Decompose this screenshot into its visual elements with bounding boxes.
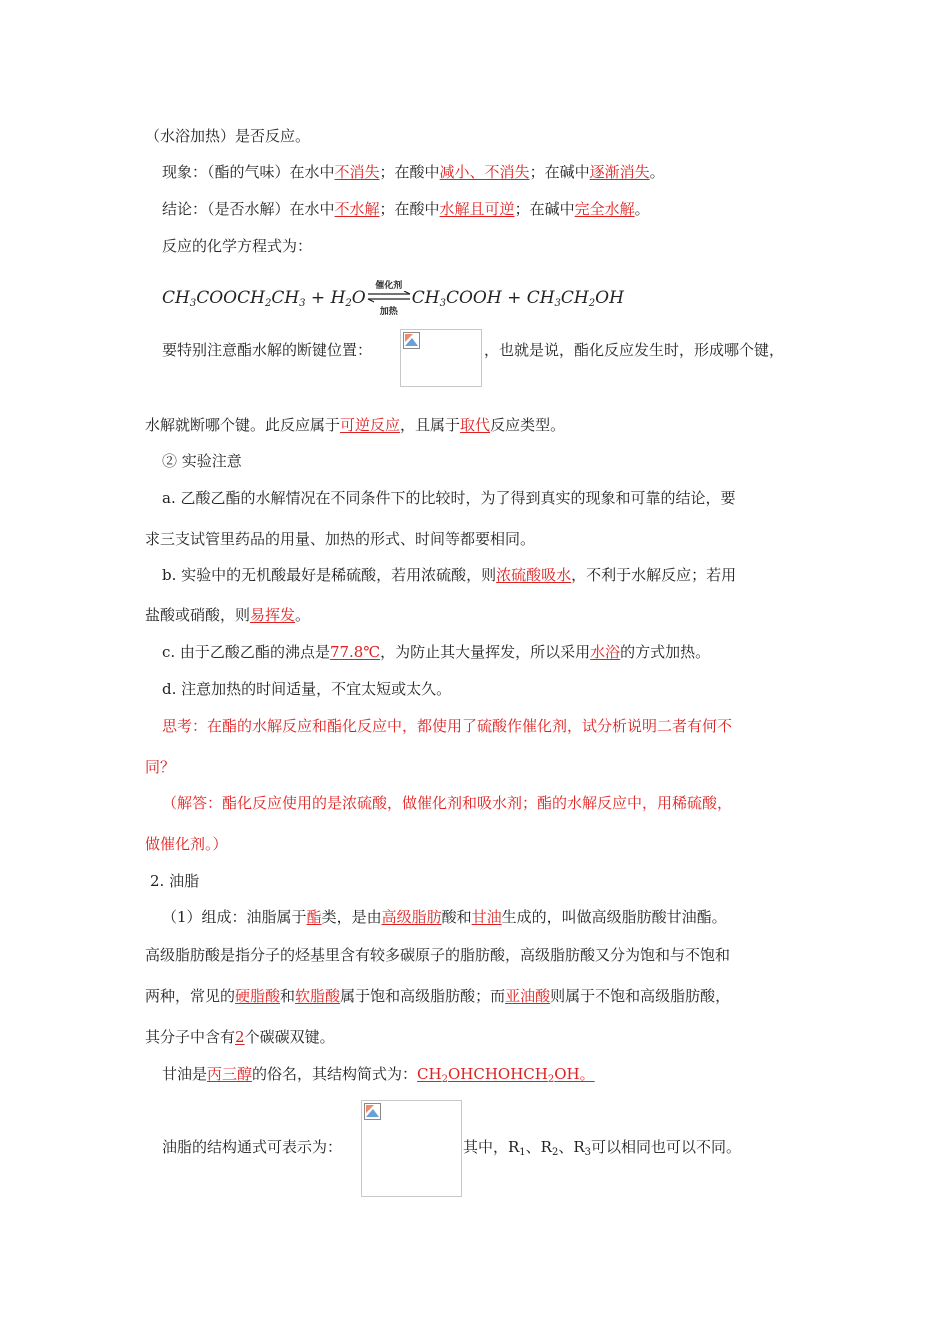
- broken-image-icon: [364, 1103, 381, 1120]
- fat-structure-image: [361, 1100, 462, 1197]
- answer-palmitic: 软脂酸: [295, 987, 341, 1005]
- answer-water-bath: 水浴: [590, 643, 621, 661]
- paragraph-fatty-acid-line2: 两种，常见的硬脂酸和软脂酸属于饱和高级脂肪酸；而亚油酸则属于不饱和高级脂肪酸，: [145, 987, 731, 1005]
- paragraph-general-formula-cont: 其中，$R_1$、$R_2$、$R_3$可以相同也可以不同。: [463, 1138, 742, 1158]
- paragraph-conclusion: 结论：（是否水解）在水中不水解；在酸中水解且可逆；在碱中完全水解。: [162, 200, 650, 218]
- paragraph-phenomenon: 现象：（酯的气味）在水中不消失；在酸中减小、不消失；在碱中逐渐消失。: [162, 163, 665, 181]
- bond-breaking-image: [400, 329, 482, 387]
- paragraph-reaction-type: 水解就断哪个键。此反应属于可逆反应，且属于取代反应类型。: [145, 416, 566, 434]
- note-c: c. 由于乙酸乙酯的沸点是77.8℃，为防止其大量挥发，所以采用水浴的方式加热。: [162, 643, 711, 661]
- equilibrium-arrow-icon: [366, 291, 412, 303]
- paragraph-general-formula: 油脂的结构通式可表示为：: [162, 1138, 343, 1156]
- paragraph-glycerol: 甘油是丙三醇的俗名，其结构简式为：$CH_2OHCHOHCH_2OH$。: [162, 1065, 595, 1085]
- answer-water-conclusion: 不水解: [334, 200, 380, 218]
- answer-glycerol-formula: $CH_2OHCHOHCH_2OH$。: [417, 1065, 595, 1085]
- answer-base-phenomenon: 逐渐消失: [589, 163, 650, 181]
- reversible-arrow: [366, 278, 412, 318]
- thinking-question-line2: 同？: [145, 758, 176, 776]
- heat-label: 加热: [379, 307, 398, 317]
- answer-explanation-line2: 做催化剂。）: [145, 835, 228, 853]
- equation-right: $CH_3COOH + CH_3CH_2OH$: [411, 288, 624, 309]
- broken-image-icon: [403, 332, 420, 349]
- answer-substitution: 取代: [460, 416, 491, 434]
- paragraph-fatty-acid-line1: 高级脂肪酸是指分子的烃基里含有较多碳原子的脂肪酸，高级脂肪酸又分为饱和与不饱和: [145, 946, 731, 964]
- answer-water-phenomenon: 不消失: [334, 163, 380, 181]
- answer-base-conclusion: 完全水解: [574, 200, 635, 218]
- answer-volatile: 易挥发: [250, 606, 296, 624]
- equation-left: $CH_3COOCH_2CH_3 + H_2O$: [162, 288, 366, 309]
- answer-boiling-point: 77.8℃: [329, 643, 381, 661]
- note-a-line2: 求三支试管里药品的用量、加热的形式、时间等都要相同。: [145, 530, 536, 548]
- answer-conc-sulfuric: 浓硫酸吸水: [496, 566, 572, 584]
- paragraph-water-bath: （水浴加热）是否反应。: [145, 127, 311, 145]
- thinking-question-line1: 思考：在酯的水解反应和酯化反应中，都使用了硫酸作催化剂，试分析说明二者有何不: [162, 717, 733, 735]
- answer-linoleic: 亚油酸: [505, 987, 551, 1005]
- paragraph-bond-position-cont: ，也就是说，酯化反应发生时，形成哪个键，: [484, 341, 785, 359]
- note-b-line1: b. 实验中的无机酸最好是稀硫酸，若用浓硫酸，则浓硫酸吸水，不利于水解反应；若用: [162, 566, 737, 584]
- paragraph-composition: （1）组成：油脂属于酯类，是由高级脂肪酸和甘油生成的，叫做高级脂肪酸甘油酯。: [162, 908, 727, 926]
- answer-higher-fatty: 高级脂肪: [381, 908, 442, 926]
- catalyst-label: 催化剂: [375, 281, 403, 291]
- answer-ester: 酯: [306, 908, 322, 926]
- section-experiment-notes: ② 实验注意: [162, 452, 242, 470]
- answer-explanation-line1: （解答：酯化反应使用的是浓硫酸，做催化剂和吸水剂；酯的水解反应中，用稀硫酸，: [162, 794, 733, 812]
- section-fats-title: 2. 油脂: [150, 872, 200, 890]
- paragraph-bond-position: 要特别注意酯水解的断键位置：: [162, 341, 373, 359]
- note-b-line2: 盐酸或硝酸，则易挥发。: [145, 606, 311, 624]
- answer-glycerol: 甘油: [471, 908, 502, 926]
- answer-acid-phenomenon: 减小、不消失: [439, 163, 530, 181]
- answer-stearic: 硬脂酸: [235, 987, 281, 1005]
- answer-acid-conclusion: 水解且可逆: [439, 200, 515, 218]
- note-a-line1: a. 乙酸乙酯的水解情况在不同条件下的比较时，为了得到真实的现象和可靠的结论，要: [162, 489, 736, 507]
- equation-title: 反应的化学方程式为：: [162, 237, 313, 255]
- chemical-equation: [162, 278, 624, 318]
- paragraph-fatty-acid-line3: 其分子中含有2个碳碳双键。: [145, 1028, 335, 1046]
- answer-reversible: 可逆反应: [340, 416, 401, 434]
- answer-double-bond-count: 2: [235, 1028, 245, 1046]
- answer-propanetriol: 丙三醇: [207, 1065, 253, 1083]
- note-d: d. 注意加热的时间适量，不宜太短或太久。: [162, 680, 452, 698]
